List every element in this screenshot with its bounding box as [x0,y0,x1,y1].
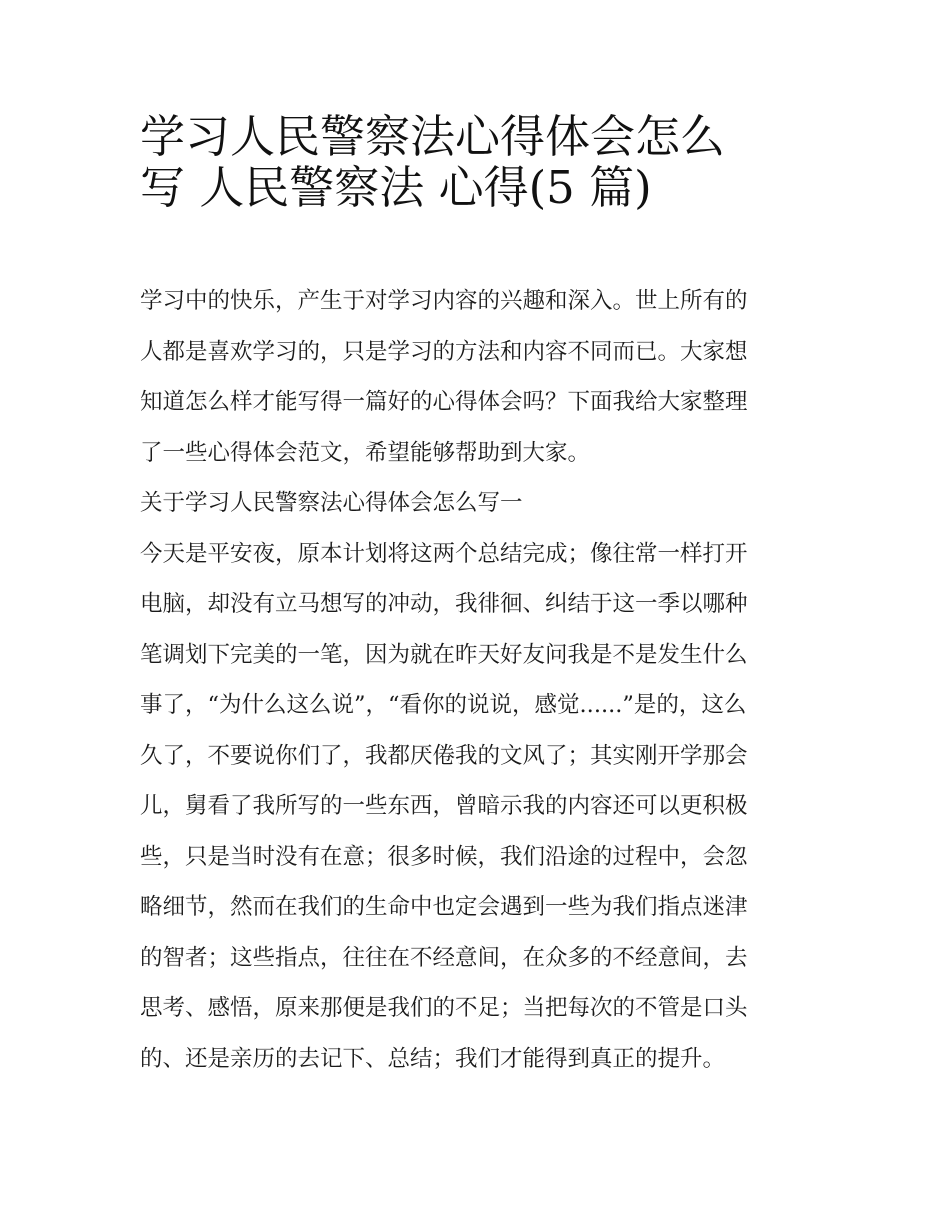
intro-line: 了一些心得体会范文，希望能够帮助到大家。 [140,439,591,466]
section-line: 些，只是当时没有在意；很多时候，我们沿途的过程中，会忽 [140,843,748,870]
section-heading: 关于学习人民警察法心得体会怎么写一 [140,490,523,516]
intro-line: 知道怎么样才能写得一篇好的心得体会吗？下面我给大家整理 [140,389,748,415]
section-line: 笔调划下完美的一笔，因为就在昨天好友问我是不是发生什么 [140,641,748,668]
title-line: 学习人民警察法心得体会怎么 [140,110,726,163]
section-line: 思考、感悟，原来那便是我们的不足；当把每次的不管是口头 [140,995,748,1021]
intro-line: 学习中的快乐，产生于对学习内容的兴趣和深入。世上所有的 [140,288,748,314]
section-line: 久了，不要说你们了，我都厌倦我的文风了；其实刚开学那会 [140,742,748,769]
document-body [140,276,820,1084]
section-paragraph [140,529,820,1085]
section-line: 儿，舅看了我所写的一些东西，曾暗示我的内容还可以更积极 [140,793,748,819]
title-line: 写 人民警察法 心得(5 篇) [140,160,652,214]
section-line: 电脑，却没有立马想写的冲动，我徘徊、纠结于这一季以哪种 [140,591,748,617]
section-line: 略细节，然而在我们的生命中也定会遇到一些为我们指点迷津 [140,894,748,920]
section-line: 今天是平安夜，原本计划将这两个总结完成；像往常一样打开 [140,540,748,567]
intro-paragraph [140,276,820,478]
intro-line: 人都是喜欢学习的，只是学习的方法和内容不同而已。大家想 [140,338,748,365]
document-title [140,112,830,213]
section-line: 的、还是亲历的去记下、总结；我们才能得到真正的提升。 [140,1045,726,1072]
section-line: 的智者；这些指点，往往在不经意间，在众多的不经意间，去 [140,944,748,971]
section-line: 事了，“为什么这么说”，“看你的说说，感觉......”是的，这么 [140,692,747,718]
